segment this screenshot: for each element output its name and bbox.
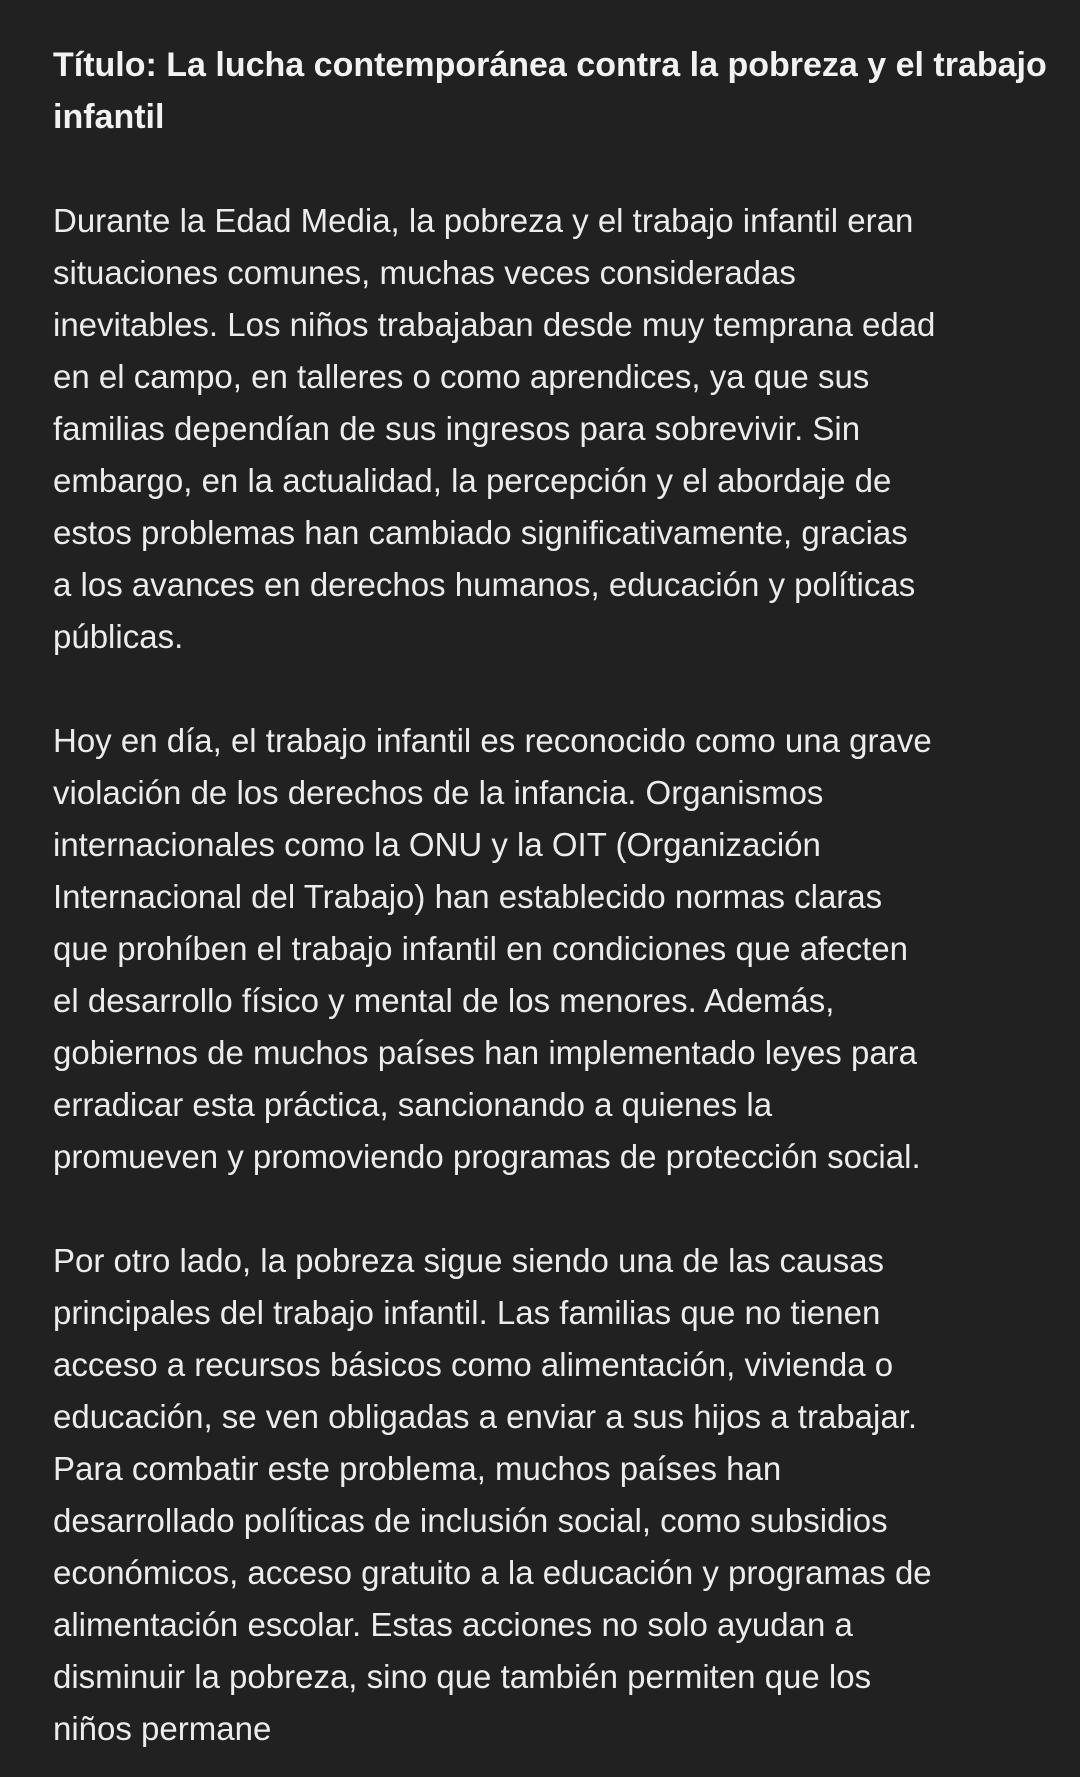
message-content xyxy=(53,39,1053,1755)
paragraph-2: Hoy en día, el trabajo infantil es reconocido como una grave violación de los derechos de la infancia. Organismos internacionales como la ONU y la OIT (Organización Internacional del Trabajo) han establecido normas claras que prohíben el trabajo infantil en condiciones que afecten el desarrollo físico y mental de los menores. Además, gobiernos de muchos países han implementado leyes para erradicar esta práctica, sancionando a quienes la promueven y promoviendo programas de protección social. xyxy=(53,722,932,1175)
paragraph-1: Durante la Edad Media, la pobreza y el trabajo infantil eran situaciones comunes, muchas veces consideradas inevitables. Los niños trabajaban desde muy temprana edad en el campo, en talleres o como aprendices, ya que sus familias dependían de sus ingresos para sobrevivir. Sin embargo, en la actualidad, la percepción y el abordaje de estos problemas han cambiado significativamente, gracias a los avances en derechos humanos, educación y políticas públicas. xyxy=(53,202,936,655)
paragraph-3: Por otro lado, la pobreza sigue siendo una de las causas principales del trabajo infantil. Las familias que no tienen acceso a recursos básicos como alimentación, vivienda o educación, se ven obligadas a enviar a sus hijos a trabajar. Para combatir este problema, muchos países han desarrollado políticas de inclusión social, como subsidios económicos, acceso gratuito a la educación y programas de alimentación escolar. Estas acciones no solo ayudan a disminuir la pobreza, sino que también permiten que los niños permane xyxy=(53,1242,932,1747)
article-title: Título: La lucha contemporánea contra la pobreza y el trabajo infantil xyxy=(53,46,1047,136)
